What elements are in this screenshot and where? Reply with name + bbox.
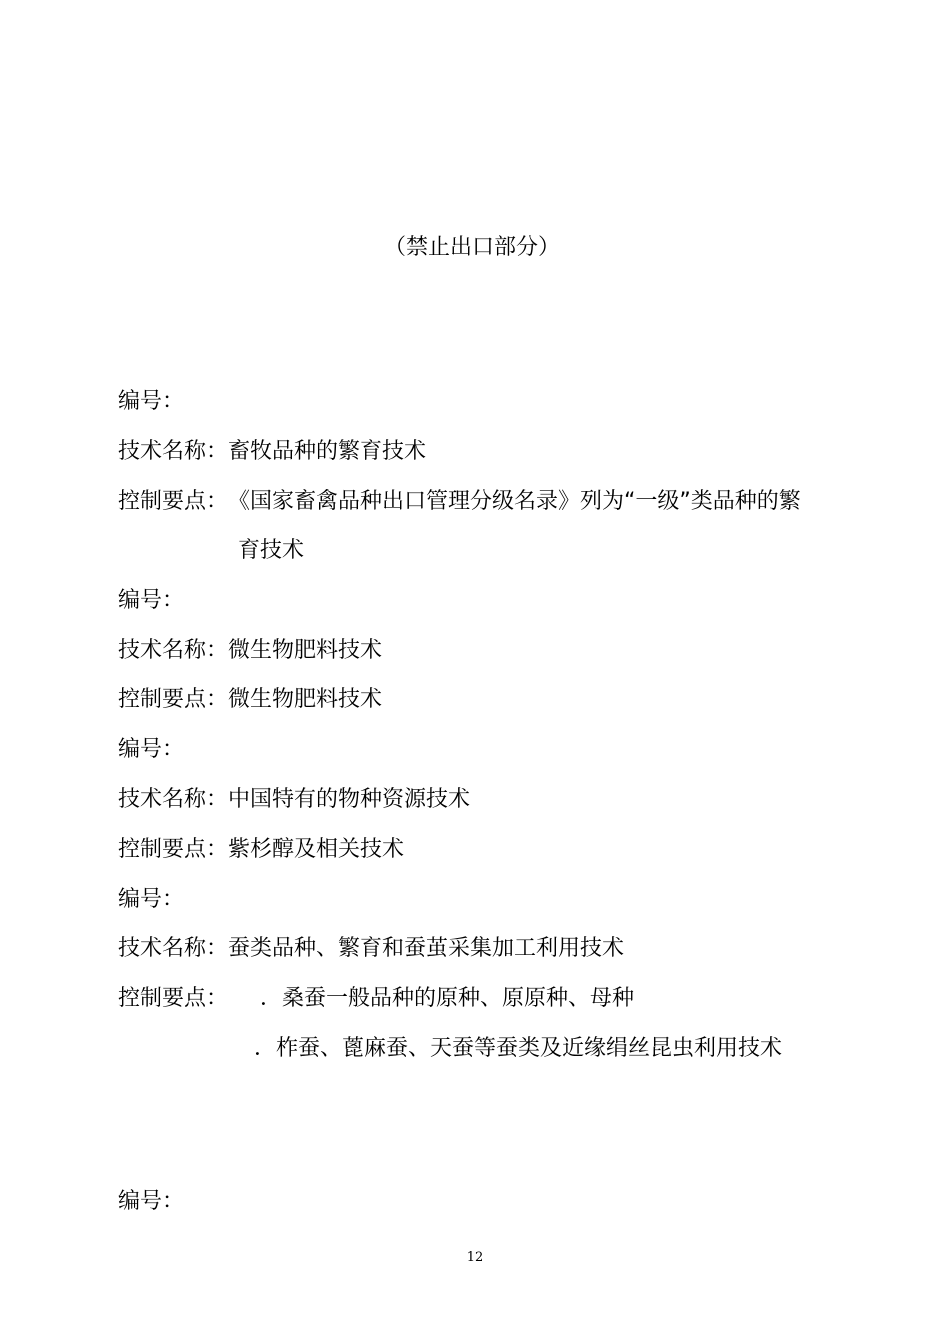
entry-control-value: 紫杉醇及相关技术 [228,837,405,862]
entry-control-label: 控制要点： [118,687,229,712]
entry-control-row [118,488,801,516]
entry-control-continuation: ．柞蚕、蓖麻蚕、天蚕等蚕类及近缘绢丝昆虫利用技术 [254,1036,783,1061]
entry-control-value: ．桑蚕一般品种的原种、原原种、母种 [260,986,635,1011]
entry-name-value: 蚕类品种、繁育和蚕茧采集加工利用技术 [228,936,625,961]
page-number: 12 [466,1250,484,1265]
section-heading-2 [438,1110,477,1138]
entry-name-label: 技术名称： [118,638,229,663]
entry-control-value: 微生物肥料技术 [228,687,383,712]
entry-name-label: 技术名称： [118,936,229,961]
entry-control-row [118,686,382,714]
entry-name-row [118,637,382,665]
entry-control-continuation: 育技术 [238,538,305,563]
entry-number: 编号： [118,588,185,613]
entry-number: 编号： [118,737,185,762]
entry-name-row [118,935,624,963]
entry-control-label: 控制要点： [118,837,229,862]
entry-number: 编号： [118,389,185,414]
entry-number: 编号： [118,1189,185,1214]
entry-name-row [118,786,470,814]
entry-name-value: 微生物肥料技术 [228,638,383,663]
entry-name-row [118,438,426,466]
entry-name-value: 畜牧品种的繁育技术 [228,439,427,464]
entry-name-label: 技术名称： [118,439,229,464]
entry-control-row [118,985,634,1013]
document-subtitle: （禁止出口部分） [384,235,561,260]
entry-name-value: 中国特有的物种资源技术 [228,787,471,812]
entry-name-label: 技术名称： [118,787,229,812]
entry-number: 编号： [118,887,185,912]
entry-control-value: 《国家畜禽品种出口管理分级名录》列为“一级”类品种的繁 [228,489,801,514]
section-heading-1 [424,310,482,338]
entry-control-label: 控制要点： [118,986,229,1011]
entry-control-row [118,836,404,864]
entry-control-label: 控制要点： [118,489,229,514]
